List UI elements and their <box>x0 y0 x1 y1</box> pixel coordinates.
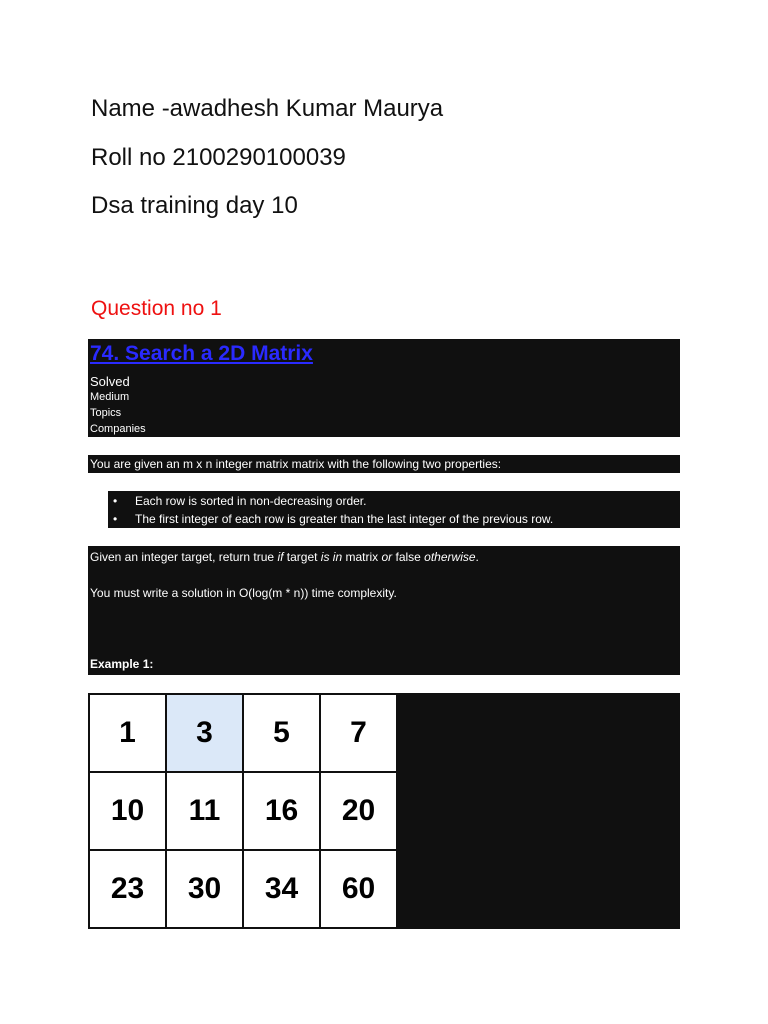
difficulty-label: Medium <box>90 391 130 403</box>
matrix-cell: 5 <box>244 695 319 771</box>
task-description-block <box>88 546 680 675</box>
matrix-cell: 10 <box>90 773 165 849</box>
list-item-text: Each row is sorted in non-decreasing order. <box>135 494 367 508</box>
problem-header-block <box>88 339 680 437</box>
matrix-grid <box>90 695 396 927</box>
matrix-cell: 23 <box>90 851 165 927</box>
list-item <box>113 494 366 508</box>
task-statement: Given an integer target, return true if target is in matrix or false otherwise. <box>90 550 479 564</box>
matrix-cell: 1 <box>90 695 165 771</box>
topics-tag[interactable]: Topics <box>90 407 122 419</box>
matrix-cell-highlighted: 3 <box>167 695 242 771</box>
matrix-cell: 11 <box>167 773 242 849</box>
bullet-glyph: • <box>113 512 118 526</box>
roll-number: Roll no 2100290100039 <box>91 144 346 171</box>
matrix-cell: 60 <box>321 851 396 927</box>
matrix-cell: 7 <box>321 695 396 771</box>
companies-tag[interactable]: Companies <box>90 423 146 435</box>
matrix-cell: 30 <box>167 851 242 927</box>
properties-list <box>108 491 680 528</box>
example-matrix-image <box>88 693 680 929</box>
bullet-glyph: • <box>113 494 118 508</box>
matrix-cell: 20 <box>321 773 396 849</box>
matrix-cell: 34 <box>244 851 319 927</box>
problem-intro-text: You are given an m x n integer matrix matrix with the following two properties: <box>90 457 502 471</box>
problem-title-link[interactable]: 74. Search a 2D Matrix <box>90 342 313 365</box>
solved-status: Solved <box>90 374 130 389</box>
question-heading: Question no 1 <box>91 297 222 320</box>
problem-intro-block <box>88 455 680 473</box>
complexity-requirement: You must write a solution in O(log(m * n)) time complexity. <box>90 586 397 600</box>
course-day: Dsa training day 10 <box>91 192 298 219</box>
matrix-cell: 16 <box>244 773 319 849</box>
list-item <box>113 512 553 526</box>
list-item-text: The first integer of each row is greater than the last integer of the previous row. <box>135 512 554 526</box>
student-name: Name -awadhesh Kumar Maurya <box>91 95 444 122</box>
example-heading: Example 1: <box>90 657 154 671</box>
